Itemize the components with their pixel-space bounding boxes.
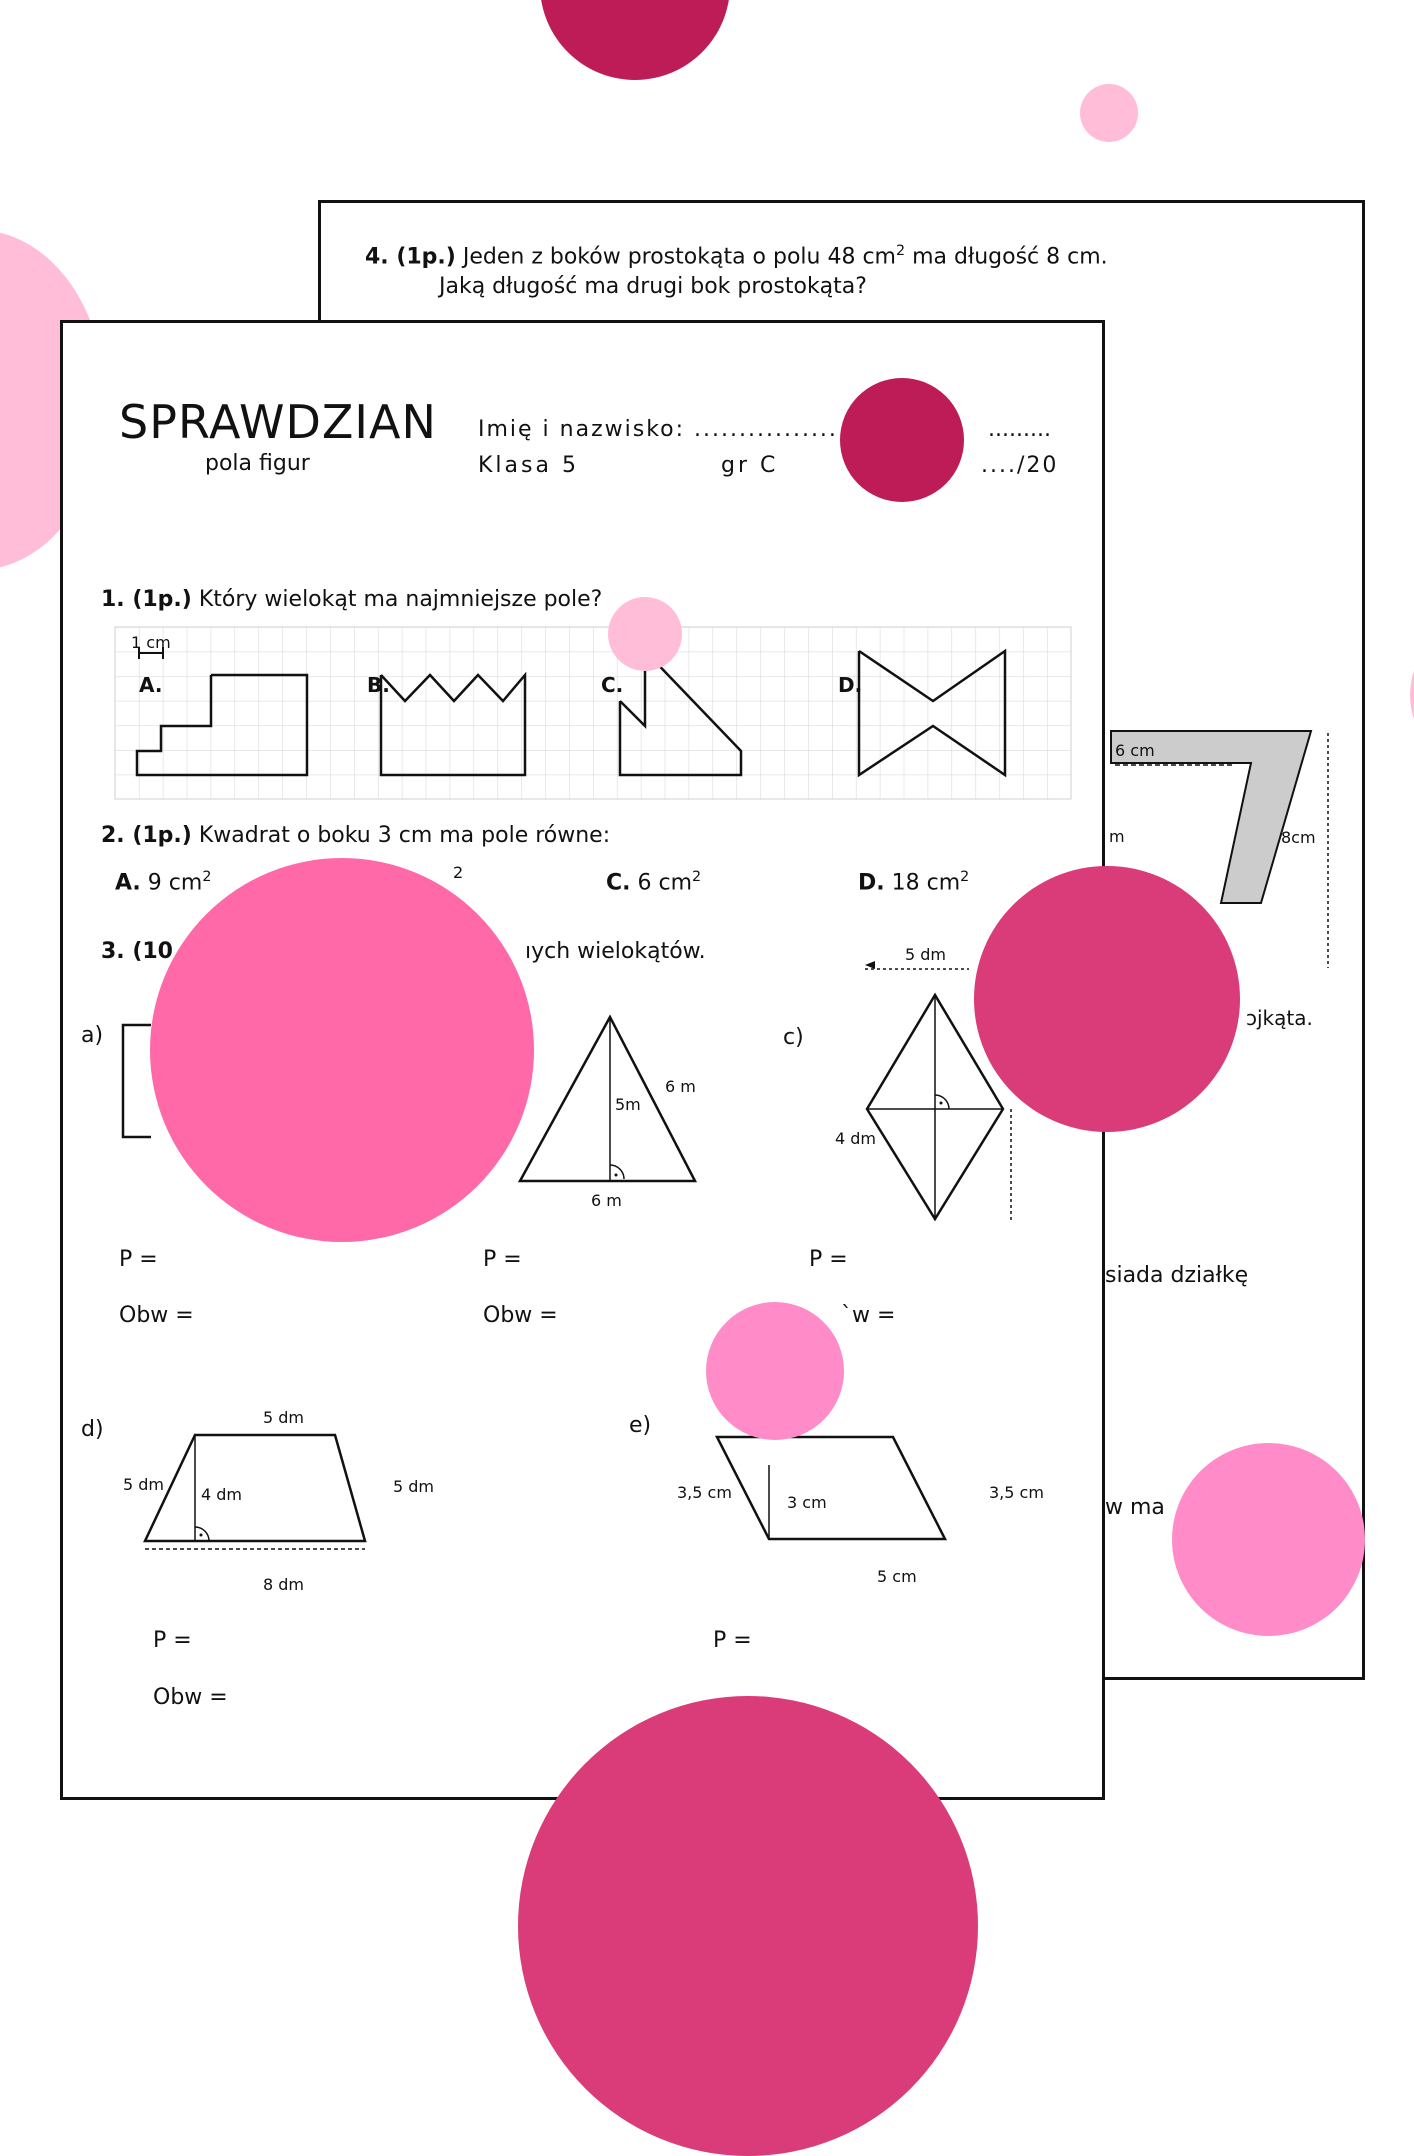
label-c: c) — [783, 1025, 804, 1050]
score-field: ..../20 — [981, 453, 1059, 478]
q2-a-letter: A. — [115, 870, 141, 896]
decor-circle-mid — [706, 1302, 844, 1440]
q2-d-letter: D. — [858, 870, 885, 896]
fragment-siada: siada działkę — [1105, 1263, 1249, 1288]
question-3-text: ıych wielokątów. — [525, 939, 706, 964]
question-4 — [365, 243, 1108, 269]
parallelogram-height-label: 3 cm — [787, 1493, 827, 1512]
label-8cm: 8cm — [1281, 828, 1316, 847]
q2-option-d — [858, 869, 969, 895]
q2-option-c — [606, 869, 701, 895]
parallelogram-base-label: 5 cm — [877, 1567, 917, 1586]
decor-circle-right-low — [1172, 1443, 1365, 1636]
area-c: P = — [809, 1247, 848, 1272]
q2-d-value: 18 cm — [884, 870, 961, 896]
decor-circle-large-right — [974, 866, 1240, 1132]
name-field-tail: ......... — [988, 417, 1051, 442]
q2-option-a — [115, 869, 211, 895]
label-d: d) — [81, 1417, 104, 1442]
q1-text: Który wielokąt ma najmniejsze pole? — [191, 587, 603, 612]
q1-scale-label: 1 cm — [131, 633, 171, 652]
q1-option-b: B. — [367, 673, 390, 697]
label-e: e) — [629, 1413, 652, 1438]
trapezoid-left-label: 5 dm — [123, 1475, 165, 1494]
q4-text: Jeden z boków prostokąta o polu 48 cm — [462, 244, 896, 270]
area-b: P = — [483, 1247, 522, 1272]
parallelogram-e — [713, 1435, 973, 1555]
decor-circle-right-edge — [1410, 655, 1414, 735]
triangle-height-label: 5m — [615, 1095, 641, 1114]
perimeter-b: Obw = — [483, 1303, 558, 1328]
area-a: P = — [119, 1247, 158, 1272]
parallelogram-left-label: 3,5 cm — [677, 1483, 732, 1502]
fragment-jkata: ɔjkąta. — [1246, 1006, 1313, 1030]
label-6cm: 6 cm — [1115, 741, 1155, 760]
trapezoid-d — [143, 1431, 443, 1571]
rhombus-top-label: 5 dm — [905, 945, 947, 964]
q4-text-end: ma długość 8 cm. — [905, 244, 1108, 270]
question-1 — [101, 587, 602, 612]
q1-grid — [115, 627, 1071, 799]
q1-number: 1. (1p.) — [101, 587, 192, 612]
q2-text: Kwadrat o boku 3 cm ma pole równe: — [191, 823, 611, 848]
trapezoid-height-label: 4 dm — [201, 1485, 243, 1504]
fragment-wma: w ma — [1105, 1495, 1165, 1520]
q1-option-a: A. — [139, 673, 163, 697]
triangle-side-label: 6 m — [665, 1077, 696, 1096]
q4-sup: 2 — [895, 243, 906, 259]
name-field: Imię i nazwisko: ................ — [478, 417, 838, 442]
q1-option-c: C. — [601, 673, 624, 697]
q2-d-sup: 2 — [960, 869, 970, 885]
q4-number: 4. (1p.) — [365, 244, 456, 270]
decor-circle-bottom — [518, 1696, 978, 2156]
question-3-number: 3. (10 — [101, 939, 173, 964]
decor-circle-q1 — [608, 597, 682, 671]
q2-c-sup: 2 — [692, 869, 702, 885]
area-e: P = — [713, 1628, 752, 1653]
triangle-base-label: 6 m — [591, 1191, 622, 1210]
area-d: P = — [153, 1628, 192, 1653]
q2-number: 2. (1p.) — [101, 823, 192, 848]
decor-circle-top — [540, 0, 730, 80]
q2-b-fragment: 2 — [453, 863, 464, 882]
perimeter-a: Obw = — [119, 1303, 194, 1328]
page-title: SPRAWDZIAN — [119, 395, 437, 449]
perimeter-c-fragment: `w = — [841, 1303, 896, 1328]
trapezoid-base-label: 8 dm — [263, 1575, 305, 1594]
q2-a-sup: 2 — [202, 869, 212, 885]
q2-a-value: 9 cm — [140, 870, 203, 896]
decor-circle-large-left — [150, 858, 534, 1242]
question-4-line2: Jaką długość ma drugi bok prostokąta? — [439, 274, 867, 299]
subtitle: pola figur — [205, 451, 310, 476]
trapezoid-top-label: 5 dm — [263, 1408, 305, 1427]
q2-c-value: 6 cm — [630, 870, 693, 896]
question-2 — [101, 823, 610, 848]
q1-option-d: D. — [838, 673, 863, 697]
fragment-m: m — [1109, 827, 1125, 846]
class-label: Klasa 5 — [478, 453, 579, 478]
label-a: a) — [81, 1023, 104, 1048]
decor-circle-header — [840, 378, 964, 502]
q2-c-letter: C. — [606, 870, 631, 896]
rhombus-left-label: 4 dm — [835, 1129, 877, 1148]
trapezoid-right-label: 5 dm — [393, 1477, 435, 1496]
group-label: gr C — [721, 453, 779, 478]
decor-circle-small-top — [1080, 84, 1138, 142]
perimeter-d: Obw = — [153, 1685, 228, 1710]
parallelogram-right-label: 3,5 cm — [989, 1483, 1044, 1502]
